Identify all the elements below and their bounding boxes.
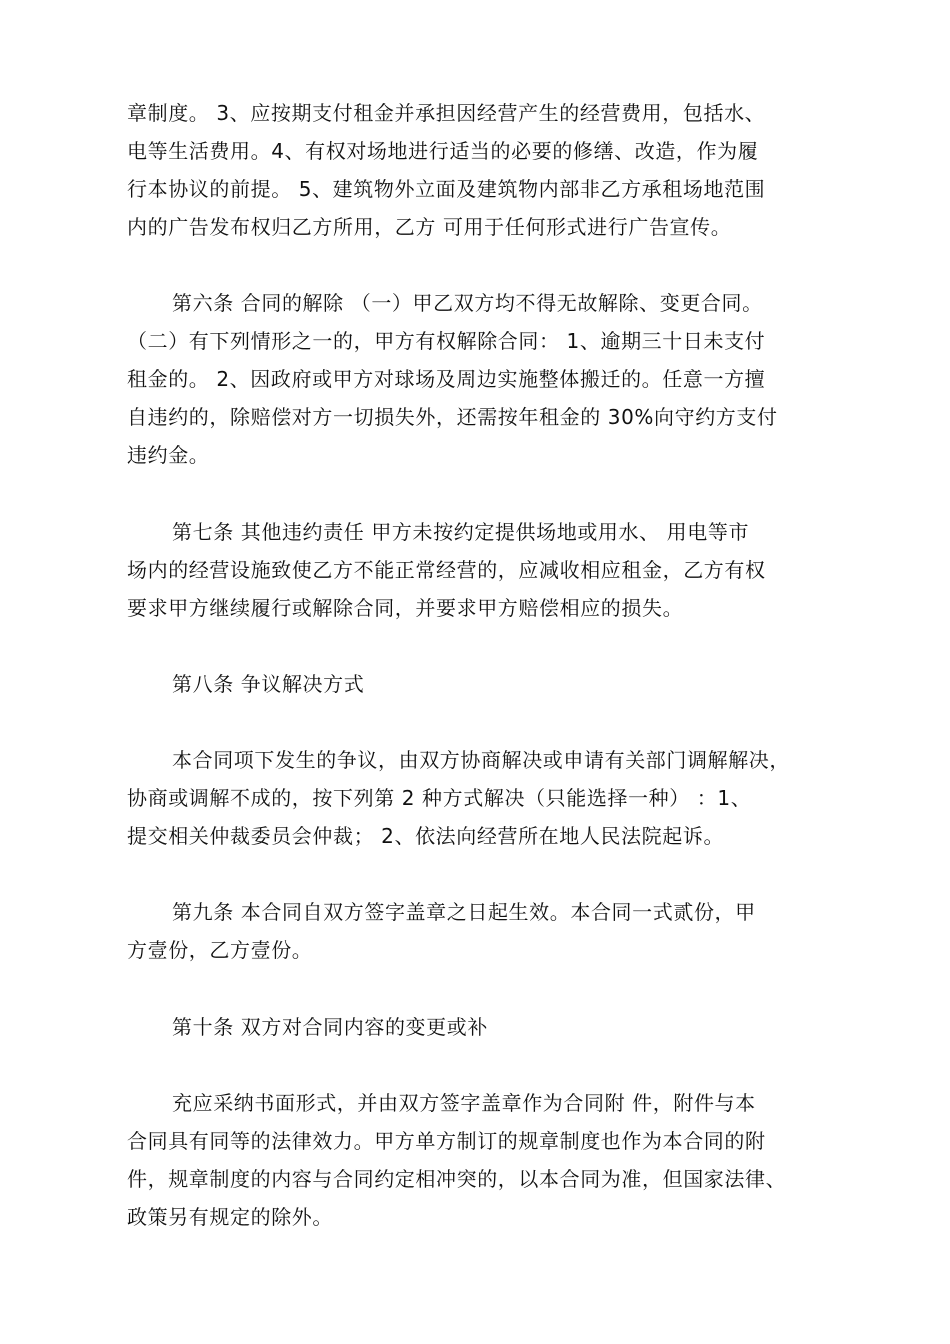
text-line: 要求甲方继续履行或解除合同，并要求甲方赔偿相应的损失。 — [127, 596, 684, 620]
text-line: 政策另有规定的除外。 — [127, 1205, 333, 1229]
text-line: 合同具有同等的法律效力。甲方单方制订的规章制度也作为本合同的附 — [127, 1129, 766, 1153]
article-7-heading: 第七条 其他违约责任 甲方未按约定提供场地或用水、 用电等市 — [172, 520, 750, 544]
text-line: （二）有下列情形之一的，甲方有权解除合同： 1、逾期三十日未支付 — [127, 329, 766, 353]
text-line: 租金的。 2、因政府或甲方对球场及周边实施整体搬迁的。任意一方擅 — [127, 367, 766, 391]
text-line: 章制度。 3、应按期支付租金并承担因经营产生的经营费用，包括水、 — [127, 101, 766, 125]
text-line: 方壹份，乙方壹份。 — [127, 938, 313, 962]
text-line: 协商或调解不成的，按下列第 2 种方式解决（只能选择一种） ：1、 — [127, 786, 752, 810]
text-line: 本合同项下发生的争议，由双方协商解决或申请有关部门调解解决， — [172, 748, 790, 772]
text-line: 内的广告发布权归乙方所用，乙方 可用于任何形式进行广告宣传。 — [127, 215, 732, 239]
text-line: 提交相关仲裁委员会仲裁； 2、依法向经营所在地人民法院起诉。 — [127, 824, 725, 848]
article-8-heading: 第八条 争议解决方式 — [172, 672, 365, 696]
text-line: 电等生活费用。4、有权对场地进行适当的必要的修缮、改造，作为履 — [127, 139, 759, 163]
text-line: 充应采纳书面形式，并由双方签字盖章作为合同附 件，附件与本 — [172, 1091, 756, 1115]
article-6-heading: 第六条 合同的解除 （一）甲乙双方均不得无故解除、变更合同。 — [172, 291, 763, 315]
text-line: 场内的经营设施致使乙方不能正常经营的，应减收相应租金，乙方有权 — [127, 558, 766, 582]
text-line: 件，规章制度的内容与合同约定相冲突的，以本合同为准，但国家法律、 — [127, 1167, 787, 1191]
text-line: 违约金。 — [127, 443, 210, 467]
text-line: 自违约的，除赔偿对方一切损失外，还需按年租金的 30%向守约方支付 — [127, 405, 778, 429]
article-9-heading: 第九条 本合同自双方签字盖章之日起生效。本合同一式贰份，甲 — [172, 900, 756, 924]
text-line: 行本协议的前提。 5、建筑物外立面及建筑物内部非乙方承租场地范围 — [127, 177, 766, 201]
article-10-heading: 第十条 双方对合同内容的变更或补 — [172, 1015, 488, 1039]
